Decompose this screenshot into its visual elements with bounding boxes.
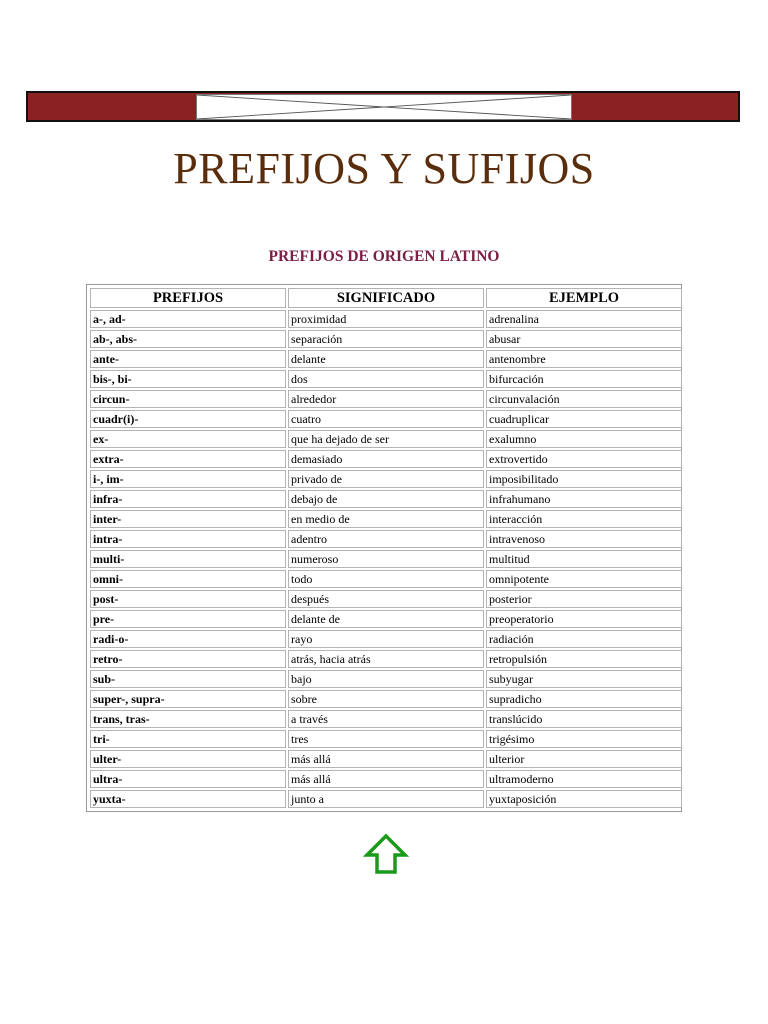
cell-significado: privado de (288, 470, 484, 488)
cell-significado: que ha dejado de ser (288, 430, 484, 448)
table-row (90, 650, 682, 668)
cell-significado: en medio de (288, 510, 484, 528)
table-row (90, 710, 682, 728)
cell-prefijo: i-, im- (90, 470, 286, 488)
table-row (90, 470, 682, 488)
cell-ejemplo: exalumno (486, 430, 682, 448)
cell-ejemplo: subyugar (486, 670, 682, 688)
cell-ejemplo: extrovertido (486, 450, 682, 468)
cell-ejemplo: intravenoso (486, 530, 682, 548)
cell-prefijo: sub- (90, 670, 286, 688)
table-body (90, 310, 682, 808)
cell-prefijo: ulter- (90, 750, 286, 768)
table-header-row (90, 288, 682, 308)
prefixes-table-container (86, 284, 682, 812)
cell-prefijo: omni- (90, 570, 286, 588)
prefixes-table (88, 286, 684, 810)
cell-prefijo: intra- (90, 530, 286, 548)
cell-significado: sobre (288, 690, 484, 708)
table-row (90, 410, 682, 428)
cell-prefijo: multi- (90, 550, 286, 568)
cell-prefijo: ultra- (90, 770, 286, 788)
column-header-prefijos: PREFIJOS (90, 288, 286, 308)
column-header-ejemplo: EJEMPLO (486, 288, 682, 308)
cell-prefijo: trans, tras- (90, 710, 286, 728)
table-row (90, 490, 682, 508)
table-row (90, 450, 682, 468)
cell-significado: todo (288, 570, 484, 588)
table-row (90, 730, 682, 748)
table-row (90, 370, 682, 388)
cell-significado: cuatro (288, 410, 484, 428)
table-row (90, 350, 682, 368)
cell-prefijo: ab-, abs- (90, 330, 286, 348)
cell-significado: adentro (288, 530, 484, 548)
table-row (90, 610, 682, 628)
column-header-significado: SIGNIFICADO (288, 288, 484, 308)
cell-ejemplo: ultramoderno (486, 770, 682, 788)
cell-ejemplo: circunvalación (486, 390, 682, 408)
cell-significado: delante de (288, 610, 484, 628)
cell-prefijo: pre- (90, 610, 286, 628)
cell-ejemplo: retropulsión (486, 650, 682, 668)
table-row (90, 510, 682, 528)
up-arrow-icon (363, 833, 409, 875)
cell-significado: más allá (288, 770, 484, 788)
table-row (90, 530, 682, 548)
cell-significado: debajo de (288, 490, 484, 508)
cell-significado: atrás, hacia atrás (288, 650, 484, 668)
cell-prefijo: super-, supra- (90, 690, 286, 708)
table-row (90, 570, 682, 588)
table-row (90, 670, 682, 688)
cell-significado: después (288, 590, 484, 608)
cell-significado: dos (288, 370, 484, 388)
cell-prefijo: radi-o- (90, 630, 286, 648)
cell-prefijo: infra- (90, 490, 286, 508)
cell-ejemplo: imposibilitado (486, 470, 682, 488)
cell-prefijo: cuadr(i)- (90, 410, 286, 428)
section-title: PREFIJOS DE ORIGEN LATINO (268, 248, 500, 265)
table-row (90, 310, 682, 328)
cell-ejemplo: preoperatorio (486, 610, 682, 628)
table-row (90, 750, 682, 768)
broken-image-placeholder-icon (196, 94, 572, 120)
table-row (90, 590, 682, 608)
cell-ejemplo: infrahumano (486, 490, 682, 508)
table-row (90, 770, 682, 788)
cell-ejemplo: posterior (486, 590, 682, 608)
cell-prefijo: circun- (90, 390, 286, 408)
table-row (90, 330, 682, 348)
cell-significado: rayo (288, 630, 484, 648)
cell-ejemplo: multitud (486, 550, 682, 568)
cell-significado: tres (288, 730, 484, 748)
cell-prefijo: post- (90, 590, 286, 608)
cell-prefijo: ex- (90, 430, 286, 448)
cell-significado: bajo (288, 670, 484, 688)
cell-ejemplo: translúcido (486, 710, 682, 728)
cell-ejemplo: abusar (486, 330, 682, 348)
cell-ejemplo: yuxtaposición (486, 790, 682, 808)
cell-ejemplo: omnipotente (486, 570, 682, 588)
cell-significado: junto a (288, 790, 484, 808)
cell-significado: a través (288, 710, 484, 728)
cell-significado: separación (288, 330, 484, 348)
cell-ejemplo: supradicho (486, 690, 682, 708)
cell-significado: demasiado (288, 450, 484, 468)
page-title: PREFIJOS Y SUFIJOS (173, 144, 595, 193)
cell-prefijo: extra- (90, 450, 286, 468)
cell-ejemplo: trigésimo (486, 730, 682, 748)
table-row (90, 430, 682, 448)
table-row (90, 690, 682, 708)
cell-prefijo: bis-, bi- (90, 370, 286, 388)
header-banner (26, 91, 740, 122)
cell-significado: proximidad (288, 310, 484, 328)
cell-ejemplo: adrenalina (486, 310, 682, 328)
cell-significado: delante (288, 350, 484, 368)
cell-prefijo: tri- (90, 730, 286, 748)
cell-ejemplo: bifurcación (486, 370, 682, 388)
table-row (90, 390, 682, 408)
table-row (90, 630, 682, 648)
cell-ejemplo: ulterior (486, 750, 682, 768)
cell-ejemplo: cuadruplicar (486, 410, 682, 428)
cell-prefijo: a-, ad- (90, 310, 286, 328)
cell-prefijo: inter- (90, 510, 286, 528)
cell-significado: más allá (288, 750, 484, 768)
cell-ejemplo: antenombre (486, 350, 682, 368)
cell-prefijo: yuxta- (90, 790, 286, 808)
table-row (90, 790, 682, 808)
cell-prefijo: ante- (90, 350, 286, 368)
cell-prefijo: retro- (90, 650, 286, 668)
back-to-top-link[interactable] (363, 833, 409, 875)
cell-ejemplo: interacción (486, 510, 682, 528)
cell-significado: alrededor (288, 390, 484, 408)
table-row (90, 550, 682, 568)
cell-ejemplo: radiación (486, 630, 682, 648)
cell-significado: numeroso (288, 550, 484, 568)
